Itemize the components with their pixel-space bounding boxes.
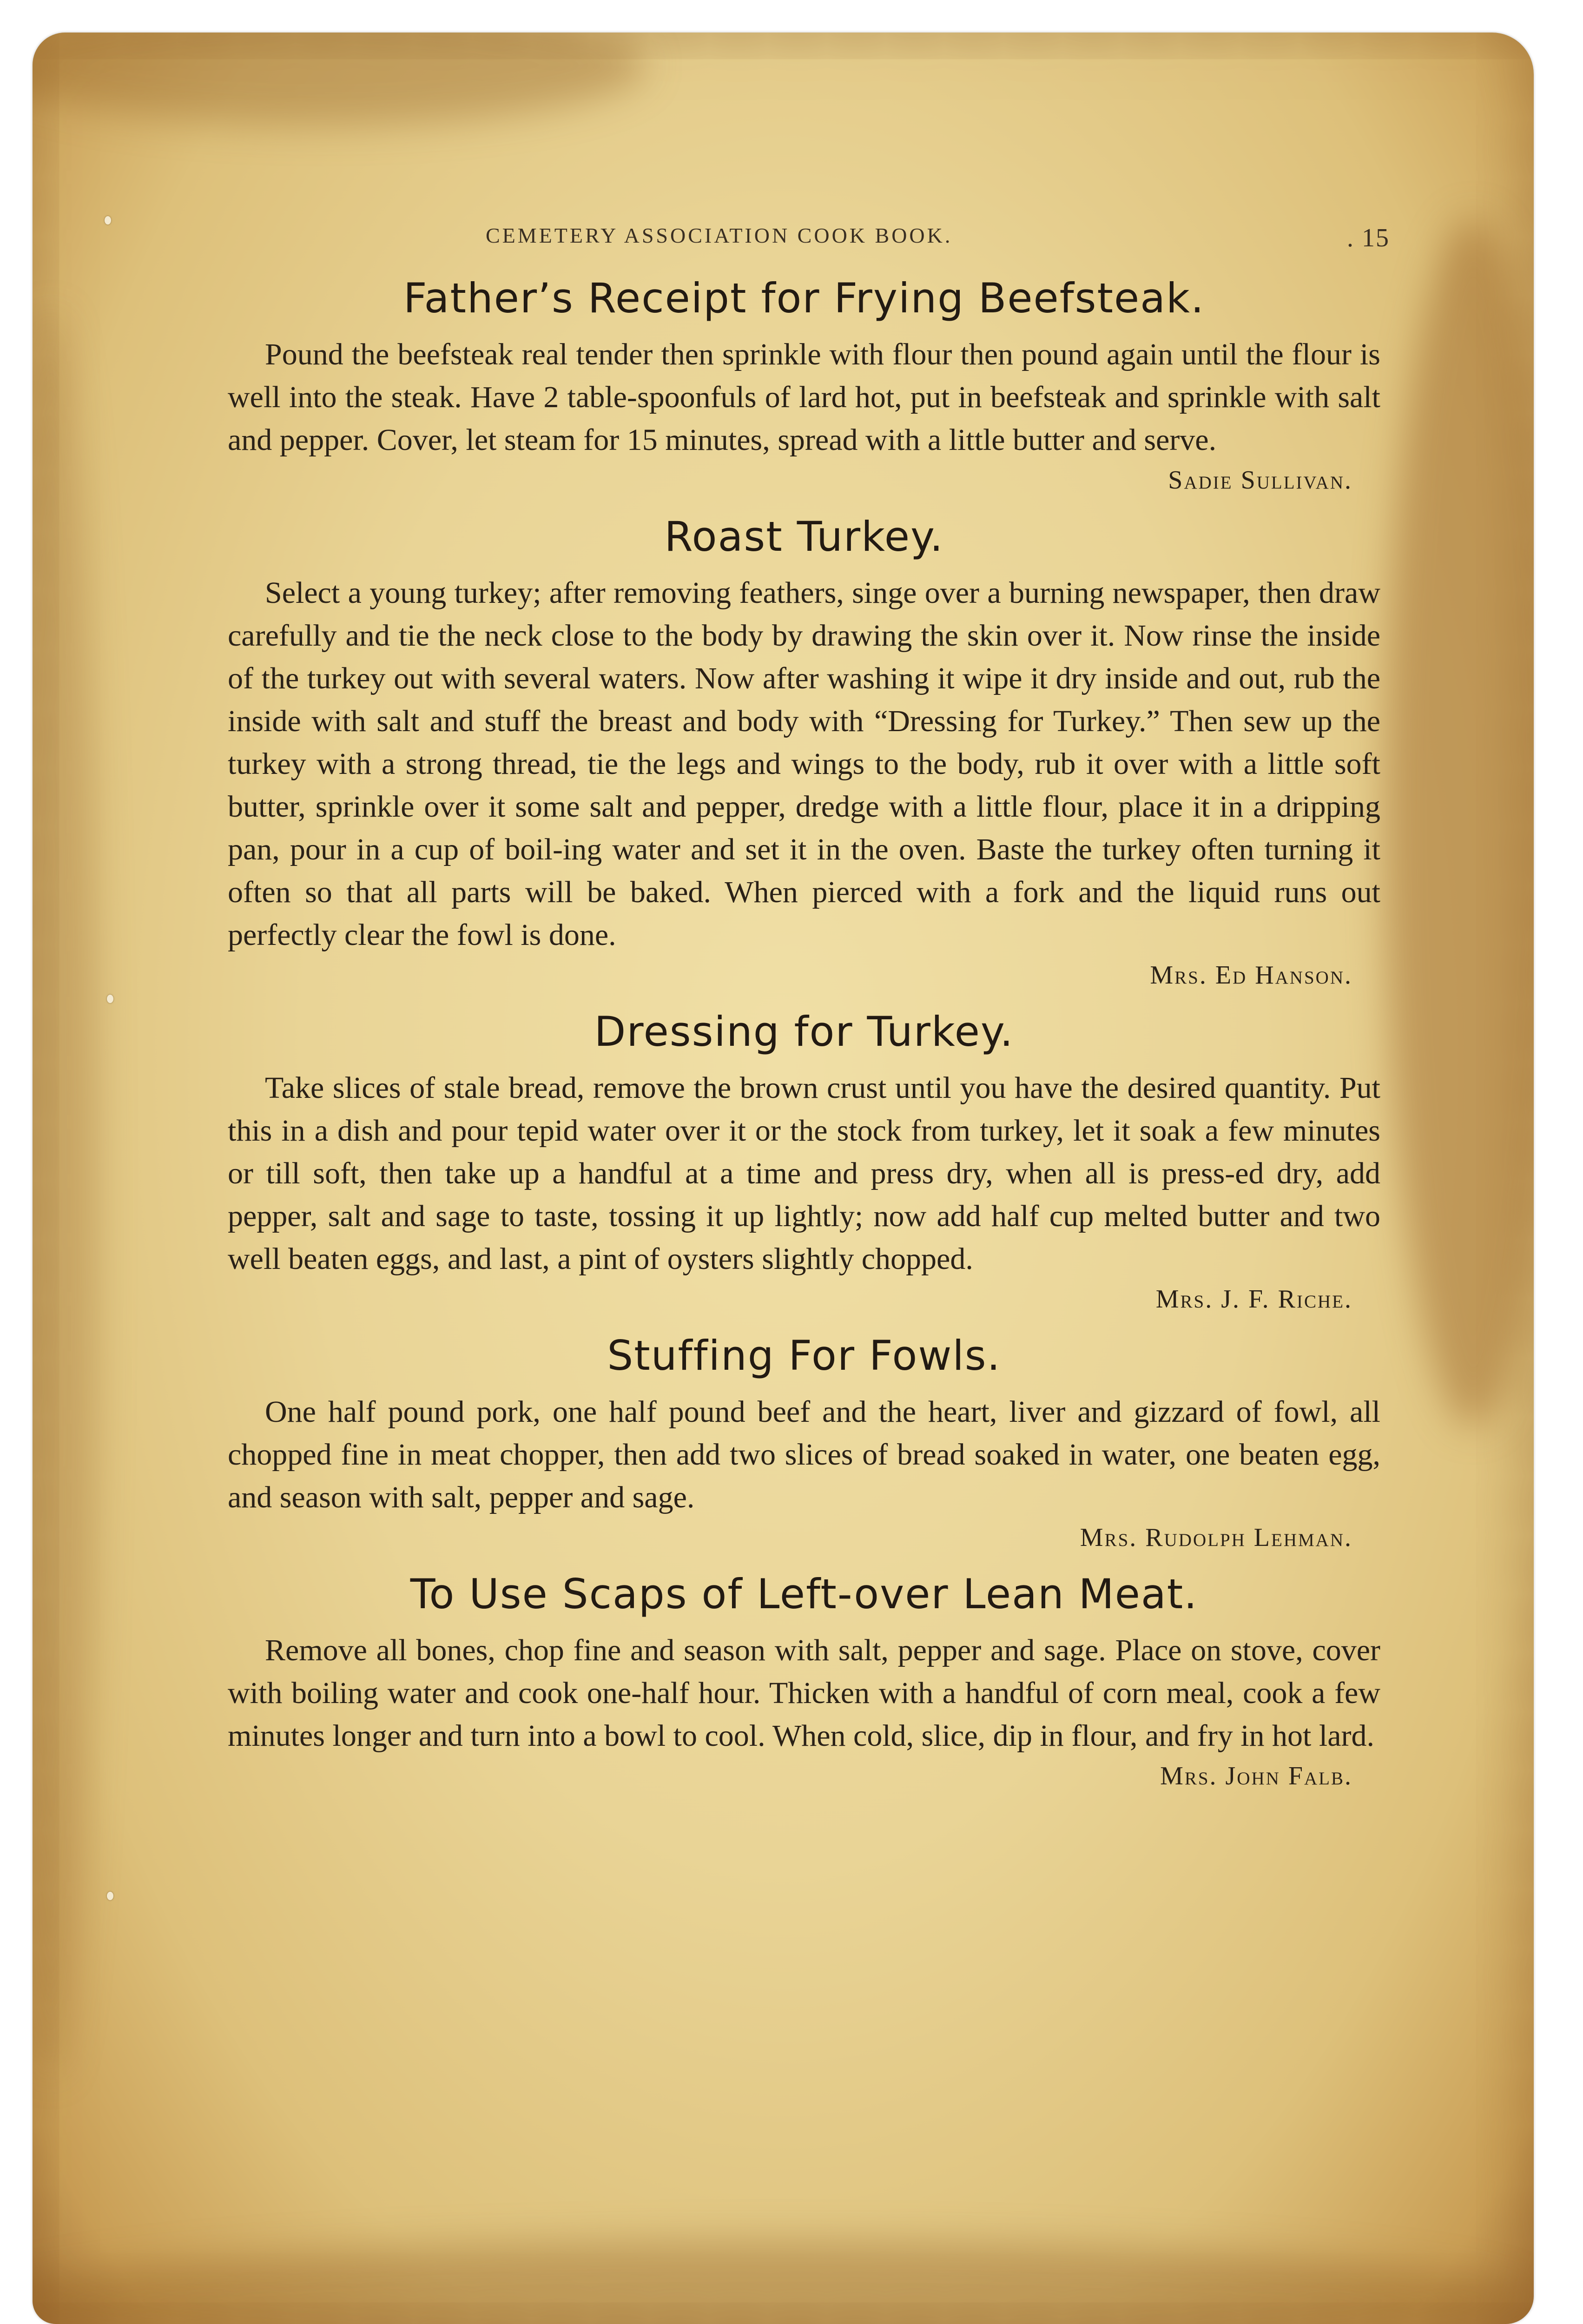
recipe-title: Stuffing For Fowls.: [607, 1332, 1001, 1380]
top-stain: [33, 33, 646, 125]
recipe-author: Mrs. Rudolph Lehman.: [1080, 1523, 1352, 1552]
recipe-author: Mrs. John Falb.: [1160, 1762, 1352, 1790]
recipe-author: Sadie Sullivan.: [1168, 466, 1352, 495]
recipe-left-over-lean-meat: [228, 1570, 1380, 1795]
recipe-title: Father’s Receipt for Frying Beefsteak.: [403, 274, 1205, 322]
recipe-title: To Use Scaps of Left-over Lean Meat.: [410, 1570, 1198, 1618]
recipe-stuffing-for-fowls: [228, 1332, 1380, 1556]
recipe-beefsteak: [228, 274, 1380, 499]
page-content: [228, 223, 1390, 1797]
left-stain: [33, 311, 98, 2078]
binding-hole: [107, 1892, 113, 1900]
recipe-title: Roast Turkey.: [664, 513, 944, 561]
recipe-dressing-for-turkey: [228, 1008, 1380, 1318]
binding-hole: [105, 216, 111, 224]
recipe-author: Mrs. Ed Hanson.: [1150, 961, 1352, 990]
running-head: [228, 223, 1390, 260]
recipe-body: Remove all bones, chop fine and season with salt, pepper and sage. Place on stove, cover with boiling water and cook one-half hour. Thicken with a handful of corn meal, cook a few minutes longer and turn into a bowl to cool. When cold, slice, dip in flour, and fry in hot lard.: [228, 1633, 1380, 1753]
recipe-body: Select a young turkey; after removing feathers, singe over a burning newspaper, then draw carefully and tie the neck close to the body by drawing the skin over it. Now rinse the inside of the turkey out with several waters. Now after washing it wipe it dry inside and out, rub the inside with salt and stuff the breast and body with “Dressing for Turkey.” Then sew up the turkey with a strong thread, tie the legs and wings to the body, rub it over with a little soft butter, sprinkle over it some salt and pepper, dredge with a little flour, place it in a dripping pan, pour in a cup of boil-ing water and set it in the oven. Baste the turkey often turning it often so that all parts will be baked. When pierced with a fork and the liquid runs out perfectly clear the fowl is done.: [228, 576, 1380, 952]
recipe-title: Dressing for Turkey.: [594, 1008, 1014, 1056]
binding-hole: [107, 995, 113, 1003]
book-page: [33, 33, 1534, 2324]
running-title: CEMETERY ASSOCIATION COOK BOOK.: [486, 224, 953, 247]
recipe-body: Take slices of stale bread, remove the brown crust until you have the desired quantity. Put this in a dish and pour tepid water over it or the stock from turkey, let it soak a few minutes or till soft, then take up a handful at a time and press dry, when all is press-ed dry, add pepper, salt and sage to taste, tossing it up lightly; now add half cup melted butter and two well beaten eggs, and last, a pint of oysters slightly chopped.: [228, 1071, 1380, 1276]
bottom-stain: [33, 2240, 1529, 2324]
edge-stain: [1385, 218, 1534, 1427]
recipe-body: Pound the beefsteak real tender then sprinkle with flour then pound again until the flour is well into the steak. Have 2 table-spoonfuls of lard hot, put in beefsteak and sprinkle with salt and pepper. Cover, let steam for 15 minutes, spread with a little butter and serve.: [228, 337, 1380, 457]
recipe-roast-turkey: [228, 513, 1380, 994]
recipe-author: Mrs. J. F. Riche.: [1155, 1285, 1352, 1314]
recipe-body: One half pound pork, one half pound beef and the heart, liver and gizzard of fowl, all chopped fine in meat chopper, then add two slices of bread soaked in water, one beaten egg, and season with salt, pepper and sage.: [228, 1395, 1380, 1514]
page-number: . 15: [1347, 224, 1390, 252]
